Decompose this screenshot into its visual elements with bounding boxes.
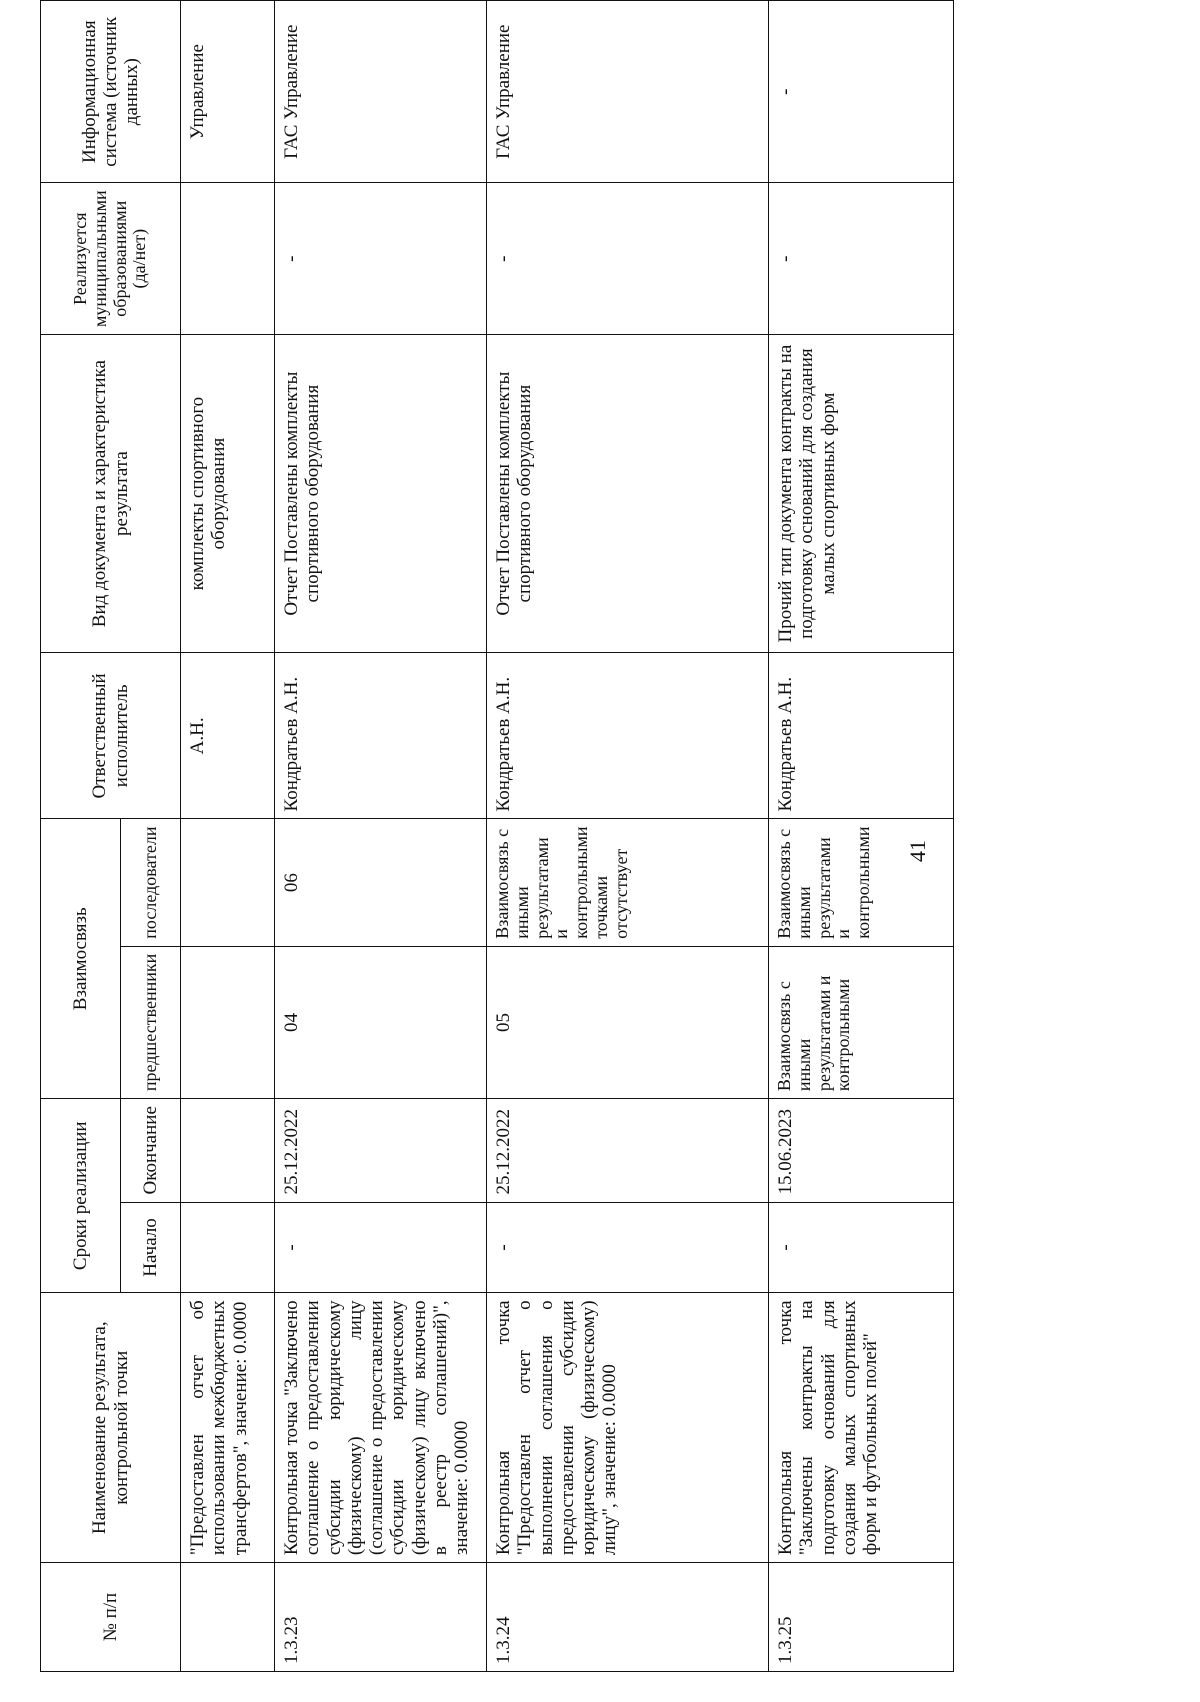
row-successors xyxy=(181,819,275,946)
row-num: 1.3.24 xyxy=(487,1563,769,1672)
row-successors: Взаимосвязь с иными результатами и контрольными точками отсутствует xyxy=(487,819,769,946)
row-end xyxy=(181,1099,275,1202)
header-doc-type: Вид документа и характеристика результата xyxy=(41,335,181,653)
table-row xyxy=(487,1,769,1672)
row-municipal: - xyxy=(487,183,769,335)
page-number: 41 xyxy=(905,840,930,862)
row-info: - xyxy=(769,1,954,183)
row-end: 15.06.2023 xyxy=(769,1099,954,1202)
header-name: Наименование результата, контрольной точки xyxy=(41,1293,181,1563)
header-dates: Сроки реализации xyxy=(41,1099,121,1293)
header-municipal: Реализуется муниципальными образованиями (да/нет) xyxy=(41,183,181,335)
table-row xyxy=(275,1,487,1672)
row-start: - xyxy=(769,1202,954,1293)
row-start: - xyxy=(275,1202,487,1293)
row-doc: Прочий тип документа контракты на подготовку оснований для создания малых спортивных форм xyxy=(769,335,954,653)
row-municipal: - xyxy=(275,183,487,335)
results-table xyxy=(40,0,954,1672)
row-end: 25.12.2022 xyxy=(275,1099,487,1202)
row-info: Управление xyxy=(181,1,275,183)
row-predecessors: 04 xyxy=(275,946,487,1098)
row-executor: Кондратьев А.Н. xyxy=(769,653,954,819)
row-start: - xyxy=(487,1202,769,1293)
header-end: Окончание xyxy=(121,1099,181,1202)
row-doc: Отчет Поставлены комплекты спортивного оборудования xyxy=(275,335,487,653)
header-successors: последователи xyxy=(121,819,181,946)
row-doc: комплекты спортивного оборудования xyxy=(181,335,275,653)
row-start xyxy=(181,1202,275,1293)
header-row-1 xyxy=(41,1,121,1672)
row-executor: Кондратьев А.Н. xyxy=(487,653,769,819)
row-predecessors xyxy=(181,946,275,1098)
row-predecessors: Взаимосвязь с иными результатами и контрольными xyxy=(769,946,954,1098)
row-municipal: - xyxy=(769,183,954,335)
row-name: Контрольная точка "Предоставлен отчет о выполнении соглашения о предоставлении субсидии юридическому (физическому) лицу", значение: 0.0000 xyxy=(487,1293,769,1563)
row-successors: 06 xyxy=(275,819,487,946)
row-executor: А.Н. xyxy=(181,653,275,819)
row-name: Контрольная точка "Заключены контракты на подготовку оснований для создания малых спортивных форм и футбольных полей" xyxy=(769,1293,954,1563)
row-executor: Кондратьев А.Н. xyxy=(275,653,487,819)
row-name: Контрольная точка "Заключено соглашение о предоставлении субсидии юридическому (физическому) лицу (соглашение о предоставлении субсидии юридическому (физическому) лицу включено в реестр соглашений)", значение: 0.0000 xyxy=(275,1293,487,1563)
row-num xyxy=(181,1563,275,1672)
row-num: 1.3.23 xyxy=(275,1563,487,1672)
row-num: 1.3.25 xyxy=(769,1563,954,1672)
row-successors: Взаимосвязь с иными результатами и контрольными xyxy=(769,819,954,946)
header-start: Начало xyxy=(121,1202,181,1293)
header-predecessors: предшественники xyxy=(121,946,181,1098)
row-municipal xyxy=(181,183,275,335)
header-executor: Ответственный исполнитель xyxy=(41,653,181,819)
header-info-system: Информационная система (источник данных) xyxy=(41,1,181,183)
header-num: № п/п xyxy=(41,1563,181,1672)
table-row xyxy=(769,1,954,1672)
row-info: ГАС Управление xyxy=(275,1,487,183)
row-name: "Предоставлен отчет об использовании межбюджетных трансфертов", значение: 0.0000 xyxy=(181,1293,275,1563)
header-relation: Взаимосвязь xyxy=(41,819,121,1099)
table-row xyxy=(181,1,275,1672)
row-info: ГАС Управление xyxy=(487,1,769,183)
row-doc: Отчет Поставлены комплекты спортивного оборудования xyxy=(487,335,769,653)
row-end: 25.12.2022 xyxy=(487,1099,769,1202)
row-predecessors: 05 xyxy=(487,946,769,1098)
